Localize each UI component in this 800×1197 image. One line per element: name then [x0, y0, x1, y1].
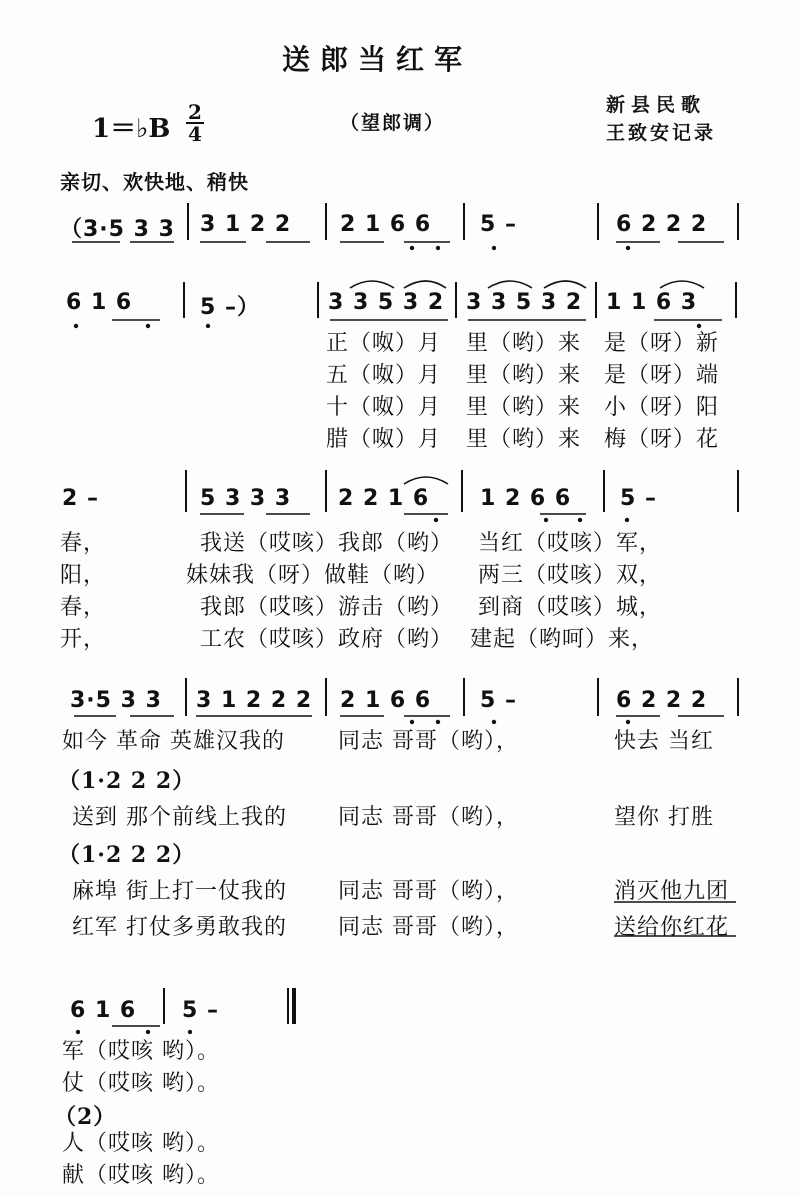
note-group: 5 –	[480, 688, 517, 713]
note-group: 2 1 6 6	[340, 212, 432, 237]
octave-dot	[76, 1030, 80, 1034]
lyric: 送到 那个前线上我的	[72, 805, 287, 830]
lyric: 如今 革命 英雄汉我的	[62, 729, 285, 754]
octave-dot	[492, 720, 496, 724]
octave-dot	[697, 324, 701, 328]
time-signature-bottom: 4	[188, 122, 202, 146]
lyric: 是（呀）端	[604, 363, 720, 388]
octave-dot	[188, 1030, 192, 1034]
lyric: 是（呀）新	[604, 331, 720, 356]
lyric: 望你 打胜	[614, 805, 714, 830]
lyric: 我郎（哎咳）游击（哟）	[200, 595, 454, 620]
note-group: 1 2 6 6	[480, 486, 572, 511]
octave-dot	[436, 720, 440, 724]
song-title: 送郎当红军	[282, 43, 473, 76]
lyric: 两三（哎咳）双，	[478, 563, 663, 588]
lyric: 小（呀）阳	[604, 395, 720, 420]
lyric: 五（呶）月	[326, 363, 442, 388]
lyric: 十（呶）月	[326, 395, 442, 420]
slur	[404, 281, 446, 288]
note-group: 5 3 3 3	[200, 486, 292, 511]
lyric: 里（哟）来	[466, 395, 582, 420]
song-recorder: 王致安记录	[606, 122, 717, 144]
octave-dot	[410, 720, 414, 724]
alternate-notes: （1·2 2 2）	[58, 842, 196, 868]
lyric: 消灭他九团	[614, 879, 730, 904]
octave-dot	[434, 518, 438, 522]
slur	[544, 281, 586, 288]
lyric: 同志 哥哥（哟），	[338, 805, 519, 830]
lyric: 献（哎咳 哟）。	[62, 1163, 220, 1188]
octave-dot	[206, 324, 210, 328]
lyric: 里（哟）来	[466, 427, 582, 452]
lyric: 我送（哎咳）我郎（哟）	[200, 531, 454, 556]
octave-dot	[146, 324, 150, 328]
octave-dot	[74, 324, 78, 328]
note-group: 3 1 2 2 2	[196, 688, 313, 713]
octave-dot	[626, 246, 630, 250]
lyric: 正（呶）月	[326, 331, 442, 356]
lyric: 里（哟）来	[466, 363, 582, 388]
octave-dot	[625, 518, 629, 522]
note-group: 3 3 5 3 2	[466, 290, 583, 315]
octave-dot	[544, 518, 548, 522]
lyric: 人（哎咳 哟）。	[62, 1131, 220, 1156]
note-group: 2 2 1 6	[338, 486, 430, 511]
slur	[350, 281, 394, 288]
lyric: 仗（哎咳 哟）。	[62, 1071, 220, 1096]
lyric: 送给你红花	[614, 915, 730, 940]
note-group: 3 3 5 3 2	[328, 290, 445, 315]
lyric: 开，	[60, 627, 107, 652]
tune-name: （望郎调）	[340, 112, 446, 134]
note-group: 2 1 6 6	[340, 688, 432, 713]
octave-dot	[626, 720, 630, 724]
tempo-marking: 亲切、欢快地、稍快	[60, 170, 249, 194]
note-group: 3 1 2 2	[200, 212, 292, 237]
lyric: 军（哎咳 哟）。	[62, 1039, 220, 1064]
slur	[404, 477, 448, 484]
slur	[660, 281, 704, 288]
octave-dot	[410, 246, 414, 250]
lyric: 同志 哥哥（哟），	[338, 729, 519, 754]
lyric: 建起（哟呵）来，	[470, 627, 655, 652]
song-source: 新县民歌	[606, 94, 707, 116]
note-group: 3·5 3 3	[70, 688, 162, 713]
lyric: 到商（哎咳）城，	[478, 595, 663, 620]
lyric: 阳，	[60, 563, 107, 588]
key-signature: 1＝♭B	[92, 114, 171, 144]
note-group: （3·5 3 3	[60, 217, 175, 242]
time-signature-top: 2	[188, 100, 202, 124]
alternate-notes: （2）	[54, 1104, 117, 1130]
note-group: 1 1 6 3	[606, 290, 698, 315]
note-group: 5 –）	[200, 295, 260, 320]
note-group: 6 1 6	[66, 290, 133, 315]
alternate-notes: （1·2 2 2）	[58, 768, 196, 794]
lyric: 春，	[60, 531, 107, 556]
note-group: 5 –	[182, 998, 219, 1023]
slur	[488, 281, 532, 288]
lyric: 梅（呀）花	[604, 427, 720, 452]
lyric: 红军 打仗多勇敢我的	[72, 915, 287, 940]
lyric: 里（哟）来	[466, 331, 582, 356]
note-group: 2 –	[62, 486, 99, 511]
lyric: 妹妹我（呀）做鞋（哟）	[186, 563, 440, 588]
note-group: 5 –	[480, 212, 517, 237]
lyric: 当红（哎咳）军，	[478, 531, 663, 556]
lyric: 快去 当红	[614, 729, 714, 754]
note-group: 6 2 2 2	[616, 688, 708, 713]
note-group: 5 –	[620, 486, 657, 511]
lyric: 同志 哥哥（哟），	[338, 879, 519, 904]
octave-dot	[578, 518, 582, 522]
octave-dot	[146, 1030, 150, 1034]
lyric: 春，	[60, 595, 107, 620]
note-group: 6 1 6	[70, 998, 137, 1023]
lyric: 腊（呶）月	[326, 427, 442, 452]
octave-dot	[492, 246, 496, 250]
lyric: 麻埠 街上打一仗我的	[72, 879, 287, 904]
note-group: 6 2 2 2	[616, 212, 708, 237]
octave-dot	[436, 246, 440, 250]
lyric: 工农（哎咳）政府（哟）	[200, 627, 454, 652]
lyric: 同志 哥哥（哟），	[338, 915, 519, 940]
